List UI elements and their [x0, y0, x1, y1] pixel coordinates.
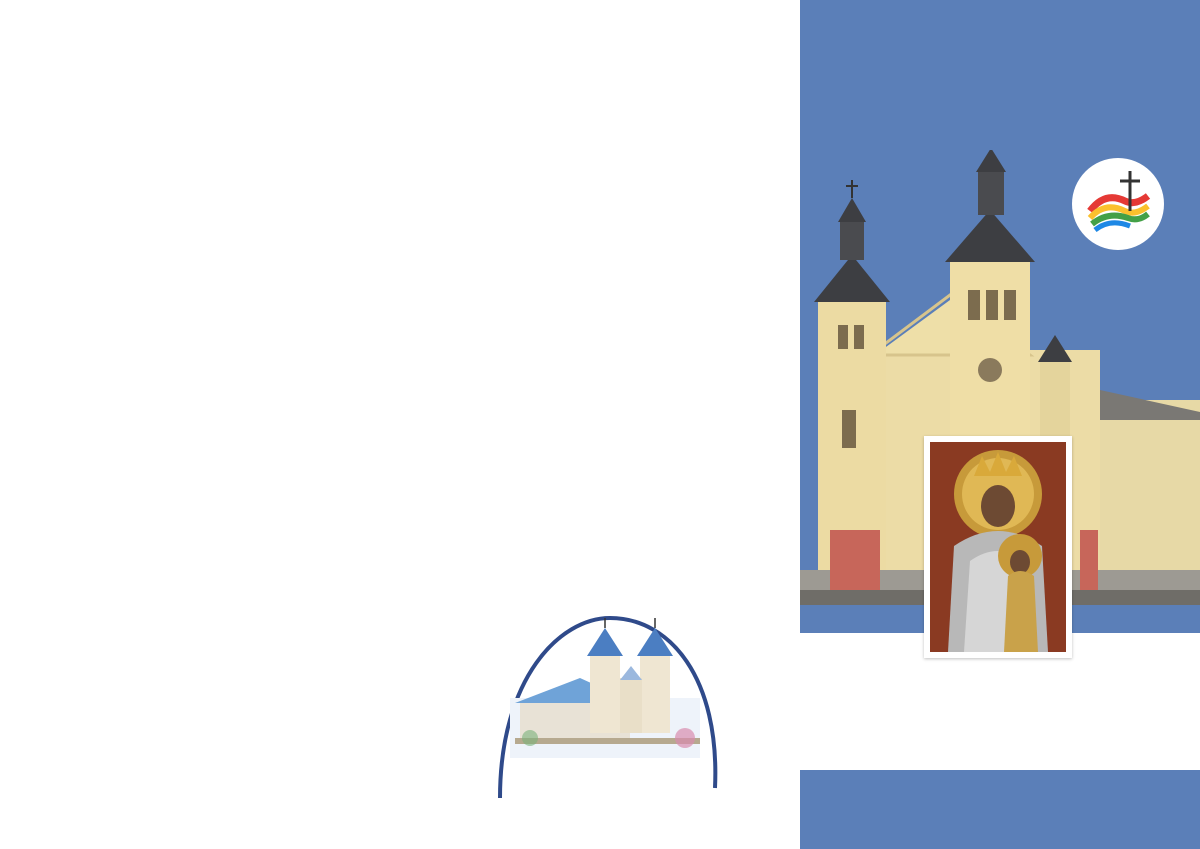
cover-date-band: [800, 770, 1200, 849]
parish-church-drawing: [470, 598, 730, 838]
jubilee-logo: [1070, 156, 1166, 252]
schedule-panel: [31, 38, 391, 87]
madonna-painting: [924, 436, 1072, 658]
cover-panel: [800, 0, 1200, 849]
madonna-icon-image: [924, 436, 1072, 658]
parish-logo: [470, 598, 730, 838]
schedule-row: [31, 60, 391, 79]
